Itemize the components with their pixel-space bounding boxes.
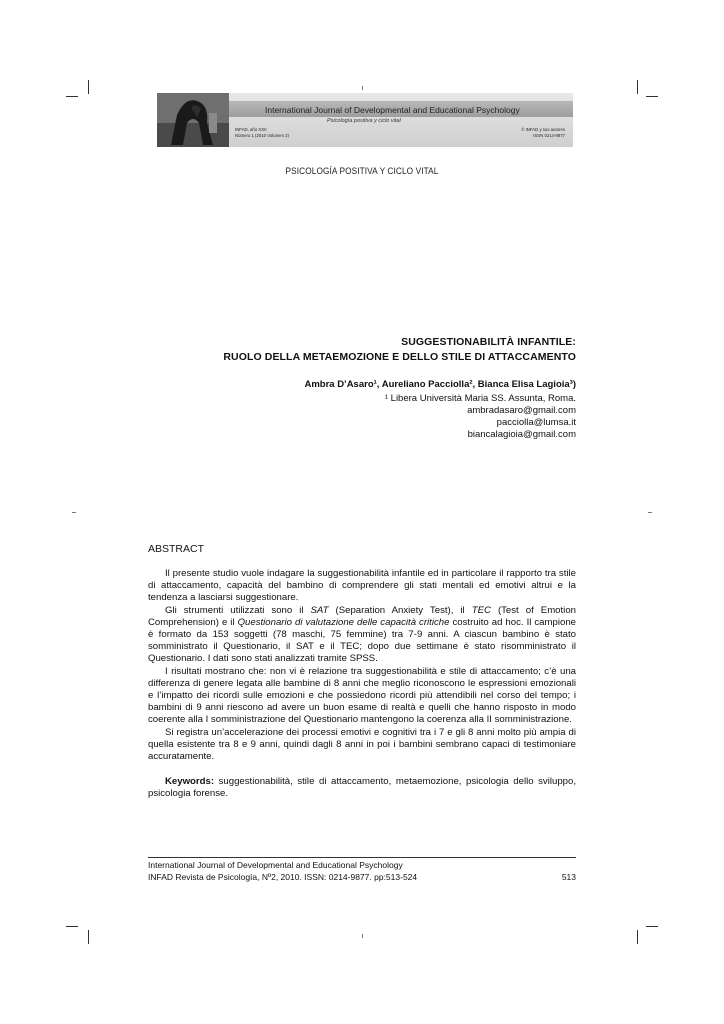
keywords xyxy=(148,776,576,800)
author-email: ambradasaro@gmail.com xyxy=(467,405,576,416)
crop-mark xyxy=(362,934,363,938)
journal-banner xyxy=(157,93,573,147)
footer-divider xyxy=(148,857,576,858)
abstract-paragraph: Il presente studio vuole indagare la suggestionabilità infantile ed in particolare il rapporto tra stile di attaccamento, capacità del bambino di comprendere gli stati mentali ed emotivi altrui e la tendenza a lasciarsi suggestionare. xyxy=(148,568,576,604)
sculpture-image xyxy=(157,93,229,147)
article-title-line-2: RUOLO DELLA METAEMOZIONE E DELLO STILE DI ATTACCAMENTO xyxy=(223,351,576,363)
banner-issue-line: INFAD, año XXII xyxy=(235,127,267,132)
text-run: Gli strumenti utilizzati sono il xyxy=(165,604,311,616)
crop-mark xyxy=(637,930,638,944)
crop-mark xyxy=(646,926,658,927)
footer-citation: INFAD Revista de Psicología, Nº2, 2010. ISSN: 0214-9877. pp:513-524 xyxy=(148,872,418,882)
author-email: pacciolla@lumsa.it xyxy=(496,417,576,428)
article-title-line-1: SUGGESTIONABILITÀ INFANTILE: xyxy=(401,336,576,348)
affiliation: ¹ Libera Università Maria SS. Assunta, Roma. xyxy=(384,393,576,404)
crop-mark xyxy=(66,926,78,927)
sat-term: SAT xyxy=(310,604,329,616)
text-run: (Separation Anxiety Test), il xyxy=(328,604,472,616)
crop-mark xyxy=(637,80,638,94)
banner-journal-title: International Journal of Developmental and Educational Psychology xyxy=(265,105,520,115)
page-number: 513 xyxy=(561,872,576,882)
abstract-body xyxy=(148,568,576,801)
abstract-paragraph xyxy=(148,605,576,666)
crop-mark xyxy=(648,512,652,513)
banner-issue-info xyxy=(235,127,289,139)
footer-journal: International Journal of Developmental and Educational Psychology xyxy=(148,860,403,870)
crop-mark xyxy=(646,96,658,97)
banner-copyright-info xyxy=(521,127,565,139)
authors: Ambra D’Asaro¹, Aureliano Pacciolla², Bianca Elisa Lagioia³) xyxy=(304,379,576,390)
banner-issue-line: Número 1 (2010 Volumen 2) xyxy=(235,133,289,138)
banner-issn-line: ISSN 0214-9877 xyxy=(533,133,565,138)
text-run: costruito ad hoc. Il campione è formato da 153 soggetti (78 maschi, 75 femmine) tra 7-9 anni. A ciascun bambino è stato somministrato il Questionario, il SAT e il TEC; dopo due settimane è stato risomministrato il Questionario. I dati sono stati analizzati tramite SPSS. xyxy=(148,616,576,665)
banner-subtitle: Psicología positiva y ciclo vital xyxy=(327,118,401,124)
abstract-heading: ABSTRACT xyxy=(148,543,205,555)
crop-mark xyxy=(66,96,78,97)
banner-photo xyxy=(157,93,229,147)
tec-term: TEC xyxy=(471,604,491,616)
crop-mark xyxy=(72,512,76,513)
abstract-paragraph: Si registra un’accelerazione dei processi emotivi e cognitivi tra i 7 e gli 8 anni molto più ampia di quella esistente tra 8 e 9 anni, quindi dagli 8 anni in poi i bambini sembrano capaci di testimoniare accuratamente. xyxy=(148,726,576,763)
banner-copyright-line: © INFAD y sus autores xyxy=(521,127,565,132)
crop-mark xyxy=(88,930,89,944)
crop-mark xyxy=(88,80,89,94)
keywords-label: Keywords: xyxy=(165,776,215,788)
crop-mark xyxy=(362,86,363,90)
questionnaire-term: Questionario di valutazione delle capacità critiche xyxy=(237,616,450,628)
author-email: biancalagioia@gmail.com xyxy=(467,429,576,440)
keywords-text: suggestionabilità, stile di attaccamento, metaemozione, psicologia dello sviluppo, psicologia forense. xyxy=(148,776,576,800)
text-run: (Test of Emotion Comprehension) e il xyxy=(148,604,576,628)
abstract-paragraph: I risultati mostrano che: non vi è relazione tra suggestionabilità e stile di attaccamento; c’è una differenza di genere legata alle bambine di 8 anni che meglio riconoscono le espressioni emozionali e l’impatto dei ricordi sulle emozioni e che possiedono ricordi più attendibili nel corso del tempo; i bambini di 9 anni riescono ad avere un buon esame di realtà e quelli che hanno risposto in modo coerente alla I somministrazione del Questionario mantengono la coerenza alla II somministrazione. xyxy=(148,665,576,726)
section-heading: PSICOLOGÍA POSITIVA Y CICLO VITAL xyxy=(285,166,439,176)
